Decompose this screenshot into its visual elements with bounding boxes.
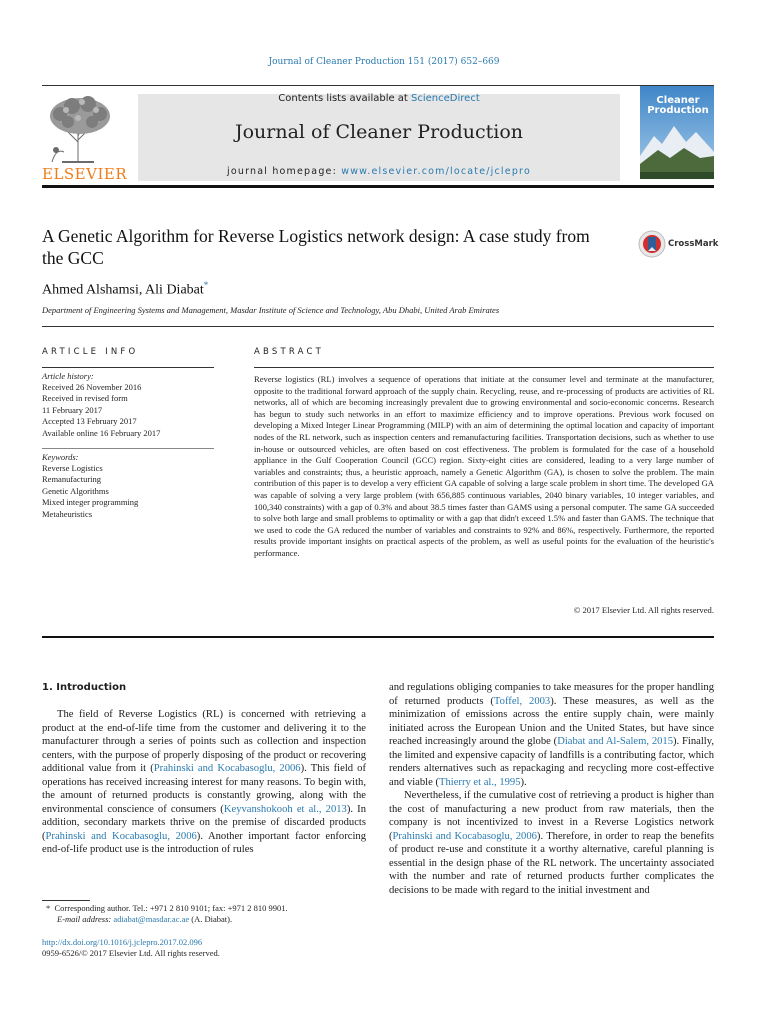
abstract-copyright: © 2017 Elsevier Ltd. All rights reserved. (573, 605, 714, 615)
contents-line: Contents lists available at ScienceDirect (278, 93, 480, 104)
article-info-rule (42, 367, 214, 368)
article-history-label: Article history: (42, 371, 94, 381)
corresponding-author-mark[interactable]: * (203, 280, 209, 290)
header-top-rule (42, 85, 714, 86)
homepage-link[interactable]: www.elsevier.com/locate/jclepro (341, 166, 531, 177)
sciencedirect-link[interactable]: ScienceDirect (411, 93, 480, 104)
journal-homepage: journal homepage: www.elsevier.com/locate/jclepro (227, 166, 531, 177)
abstract-rule (254, 367, 714, 368)
intro-paragraph: and regulations obliging companies to take measures for the proper handling of returned products (Toffel, 2003). These measures, as well as the minimization of emissions across the entire supply chain, were mainly initiated across the European Union and the United States, but have since reached increasingly around the globe (Diabat and Al-Salem, 2015). Finally, the limited and expensive capacity of landfills is a contributing factor, which renders alternatives such as repackaging and recycling more cost-effective and viable (Thierry et al., 1995). (389, 682, 714, 788)
publisher-name: ELSEVIER (42, 165, 128, 183)
article-history (42, 382, 232, 439)
author-affiliation: Department of Engineering Systems and Management, Masdar Institute of Science and Technology, Abu Dhabi, United Arab Emirates (42, 305, 500, 315)
section-heading-introduction: 1. Introduction (42, 682, 127, 693)
keywords-rule (42, 448, 214, 449)
history-line: Available online 16 February 2017 (42, 427, 161, 438)
header-bottom-rule (42, 185, 714, 188)
reference-link[interactable]: Prahinski and Kocabasoglu, 2006 (45, 830, 197, 842)
history-line: Received 26 November 2016 (42, 382, 142, 392)
reference-link[interactable]: Prahinski and Kocabasoglu, 2006 (153, 763, 301, 774)
keyword: Genetic Algorithms (42, 485, 109, 496)
abstract-text: Reverse logistics (RL) involves a sequence of operations that initiate at the consumer level and terminate at the manufacturer, opposite to the traditional forward approach of the supply chain. Recycling, reuse, and re-processing of products are activities of RL networks, all of which are becoming increasingly prevalent due to growing environmental and socio-economic concerns. Research has begun to study such networks in an effort to maximize efficiency and to improve operations. Previous work focused on developing a Mixed Integer Linear Programming (MILP) with an aim of determining the optimal location and capacity of important nodes of the RL network, such as inspection centers and remanufacturing facilities. Transportation decisions, such as whether to use in-house or outsourced vehicles, are often based on cost effectiveness. The problem is formulated for the case of a household appliance in the Gulf Cooperation Council (GCC) region. Sixty-eight cities are considered, leading to a very large number of variables and constraints; thus, a heuristic approach, namely a Genetic Algorithm (GA), is chosen to solve the problem. The main contribution of this paper is to develop a very efficient GA capable of solving a large scale problem in short time. The developed GA was capable of solving a very large problem (with 656,885 continuous variables, 2040 binary variables, 10 integer variables, and 100,340 constraints) with a gap of 0.3% and about 38.5 times faster than GAMS using a personal computer. The same GA succeeded to solve both large and small problems to optimality or with a gap that didn't exceed 1.5% and faster than GAMS. The technique that we used to code the GA reduced the number of variables and constraints to 92% and 86%, respectively. Furthermore, the reported results provide important insights on practical aspects of the problem, as well as useful points for the evaluation of the heuristic's performance. (254, 374, 714, 558)
crossmark-icon[interactable] (638, 230, 666, 258)
keywords-list (42, 463, 232, 520)
keyword: Remanufacturing (42, 474, 102, 485)
intro-right-column (389, 681, 714, 897)
history-line: 11 February 2017 (42, 404, 103, 415)
journal-citation[interactable]: Journal of Cleaner Production 151 (2017) 652–669 (268, 57, 500, 67)
keyword: Mixed integer programming (42, 497, 139, 508)
footnote-email: E-mail address: adiabat@masdar.ac.ae (A. Diabat). (57, 914, 233, 924)
keywords-label: Keywords: (42, 452, 79, 462)
history-line: Received in revised form (42, 393, 128, 404)
article-title: A Genetic Algorithm for Reverse Logistics network design: A case study from the GCC (42, 226, 590, 268)
intro-paragraph: Nevertheless, if the cumulative cost of retrieving a product is higher than the cost of manufacturing a new product from raw materials, then the company is not incentivized to invest in a Reverse Logistics network (Prahinski and Kocabasoglu, 2006). Therefore, in order to reap the benefits of product re-use and constitute it a worthy alternative, careful planning is essential in the design phase of the RL network. The uncertainty associated with the number and rate of returned products further complicates the decisions to be made with regard to the initial investment and (389, 790, 715, 896)
reference-link[interactable]: Diabat and Al-Salem, 2015 (557, 736, 674, 747)
history-line: Accepted 13 February 2017 (42, 416, 137, 427)
reference-link[interactable]: Prahinski and Kocabasoglu, 2006 (392, 830, 537, 842)
article-authors: Ahmed Alshamsi, Ali Diabat* (42, 280, 209, 298)
email-link[interactable]: adiabat@masdar.ac.ae (113, 914, 190, 924)
reference-link[interactable]: Toffel, 2003 (493, 695, 551, 707)
abstract-heading: ABSTRACT (254, 347, 325, 357)
intro-left-column (42, 708, 366, 857)
article-info-heading: ARTICLE INFO (42, 347, 139, 357)
footnote-contact: * Corresponding author. Tel.: +971 2 810 9101; fax: +971 2 810 9901. (46, 903, 288, 913)
cover-title: Cleaner Production (647, 95, 709, 116)
affiliation-rule (42, 326, 714, 327)
reference-link[interactable]: Thierry et al., 1995 (439, 776, 521, 788)
journal-title: Journal of Cleaner Production (234, 121, 524, 143)
abstract-bottom-rule (42, 636, 714, 638)
footnote (46, 903, 376, 925)
reference-link[interactable]: Keyvanshokooh et al., 2013 (223, 803, 347, 815)
doi-link[interactable]: http://dx.doi.org/10.1016/j.jclepro.2017.02.096 (42, 937, 203, 947)
issn-line: 0959-6526/© 2017 Elsevier Ltd. All rights reserved. (42, 948, 220, 958)
keyword: Metaheuristics (42, 508, 93, 519)
crossmark-label[interactable]: CrossMark (668, 239, 719, 249)
keyword: Reverse Logistics (42, 463, 103, 473)
footnote-rule (42, 900, 90, 901)
elsevier-tree-logo (42, 92, 118, 164)
intro-paragraph: The field of Reverse Logistics (RL) is concerned with retrieving a product at the end-of-life time from the customer and delivering it to the manufacturer through a series of points such as collection and inspection centers, with the purpose of properly disposing of the product or recovering additional value from it (Prahinski and Kocabasoglu, 2006). This field of operations has received increasing interest for many reasons. To begin with, the amount of returned products is constantly growing, along with the environmental conscience of consumers (Keyvanshokooh et al., 2013). In addition, secondary markets thrive on the premise of discarded products (Prahinski and Kocabasoglu, 2006). Another important factor enforcing end-of-life product use is the introduction of rules (42, 709, 366, 855)
